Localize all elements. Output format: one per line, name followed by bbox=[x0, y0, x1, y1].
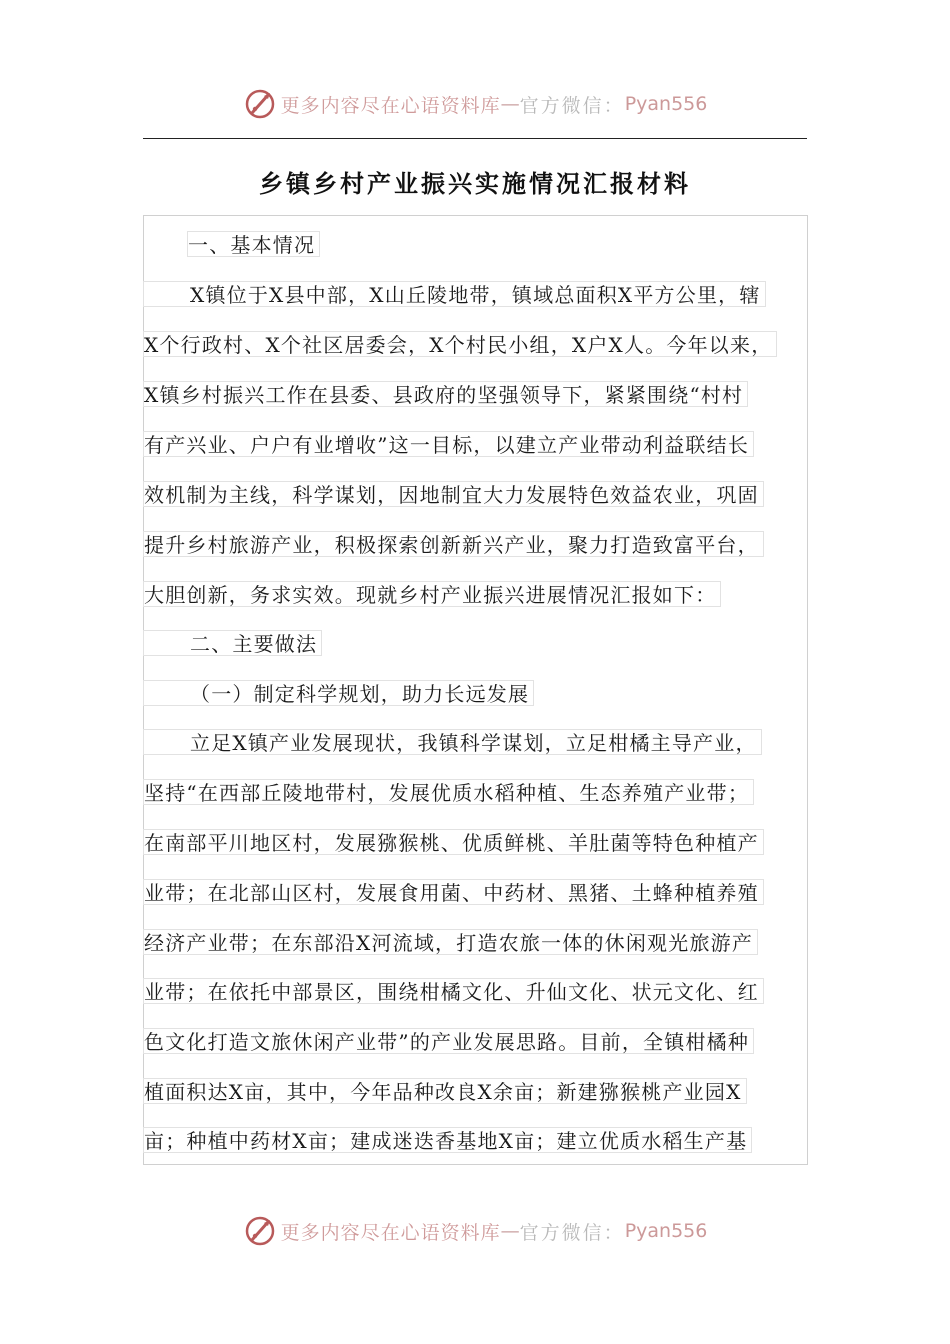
watermark-id: Pyan556 bbox=[624, 93, 708, 115]
paragraph-line: X镇乡村振兴工作在县委、县政府的坚强领导下，紧紧围绕“村村 bbox=[143, 381, 748, 407]
document-title: 乡镇乡村产业振兴实施情况汇报材料 bbox=[259, 169, 691, 198]
paragraph-line: 立足X镇产业发展现状，我镇科学谋划，立足柑橘主导产业， bbox=[143, 729, 762, 755]
paragraph-line: X镇位于X县中部，X山丘陵地带，镇域总面积X平方公里，辖 bbox=[143, 281, 766, 307]
paragraph-line: 色文化打造文旅休闲产业带”的产业发展思路。目前，全镇柑橘种 bbox=[143, 1028, 754, 1054]
paragraph-line: 提升乡村旅游产业，积极探索创新新兴产业，聚力打造致富平台， bbox=[143, 531, 764, 557]
header-rule bbox=[143, 138, 807, 139]
paragraph-line: 业带；在北部山区村，发展食用菌、中药材、黑猪、土蜂种植养殖 bbox=[143, 879, 764, 905]
pen-logo-icon bbox=[243, 87, 277, 121]
watermark-label: 官方微信： bbox=[519, 1221, 625, 1244]
watermark-brand: 更多内容尽在心语资料库 bbox=[280, 94, 501, 117]
watermark-dash: — bbox=[500, 93, 520, 115]
pen-logo-icon bbox=[243, 1214, 277, 1248]
paragraph-line: 大胆创新，务求实效。现就乡村产业振兴进展情况汇报如下： bbox=[143, 581, 721, 607]
paragraph-line: 在南部平川地区村，发展猕猴桃、优质鲜桃、羊肚菌等特色种植产 bbox=[143, 829, 764, 855]
watermark-id: Pyan556 bbox=[624, 1220, 708, 1242]
section-heading: 二、主要做法 bbox=[143, 630, 322, 656]
watermark-header bbox=[0, 84, 950, 124]
paragraph-line: 业带；在依托中部景区，围绕柑橘文化、升仙文化、状元文化、红 bbox=[143, 978, 764, 1004]
paragraph-line: 效机制为主线，科学谋划，因地制宜大力发展特色效益农业，巩固 bbox=[143, 481, 764, 507]
watermark-footer bbox=[0, 1211, 950, 1251]
subsection-heading: （一）制定科学规划，助力长远发展 bbox=[143, 680, 534, 706]
watermark-label: 官方微信： bbox=[519, 94, 625, 117]
paragraph-line: 坚持“在西部丘陵地带村，发展优质水稻种植、生态养殖产业带； bbox=[143, 779, 754, 805]
watermark-brand: 更多内容尽在心语资料库 bbox=[280, 1221, 501, 1244]
watermark-dash: — bbox=[500, 1220, 520, 1242]
section-heading: 一、基本情况 bbox=[187, 231, 320, 257]
paragraph-line: 植面积达X亩，其中，今年品种改良X余亩；新建猕猴桃产业园X bbox=[143, 1078, 747, 1104]
paragraph-line: X个行政村、X个社区居委会，X个村民小组，X户X人。今年以来， bbox=[143, 331, 777, 357]
paragraph-line: 经济产业带；在东部沿X河流域，打造农旅一体的休闲观光旅游产 bbox=[143, 929, 758, 955]
paragraph-line: 有产兴业、户户有业增收”这一目标，以建立产业带动利益联结长 bbox=[143, 431, 754, 457]
paragraph-line: 亩；种植中药材X亩；建成迷迭香基地X亩；建立优质水稻生产基 bbox=[143, 1127, 752, 1153]
